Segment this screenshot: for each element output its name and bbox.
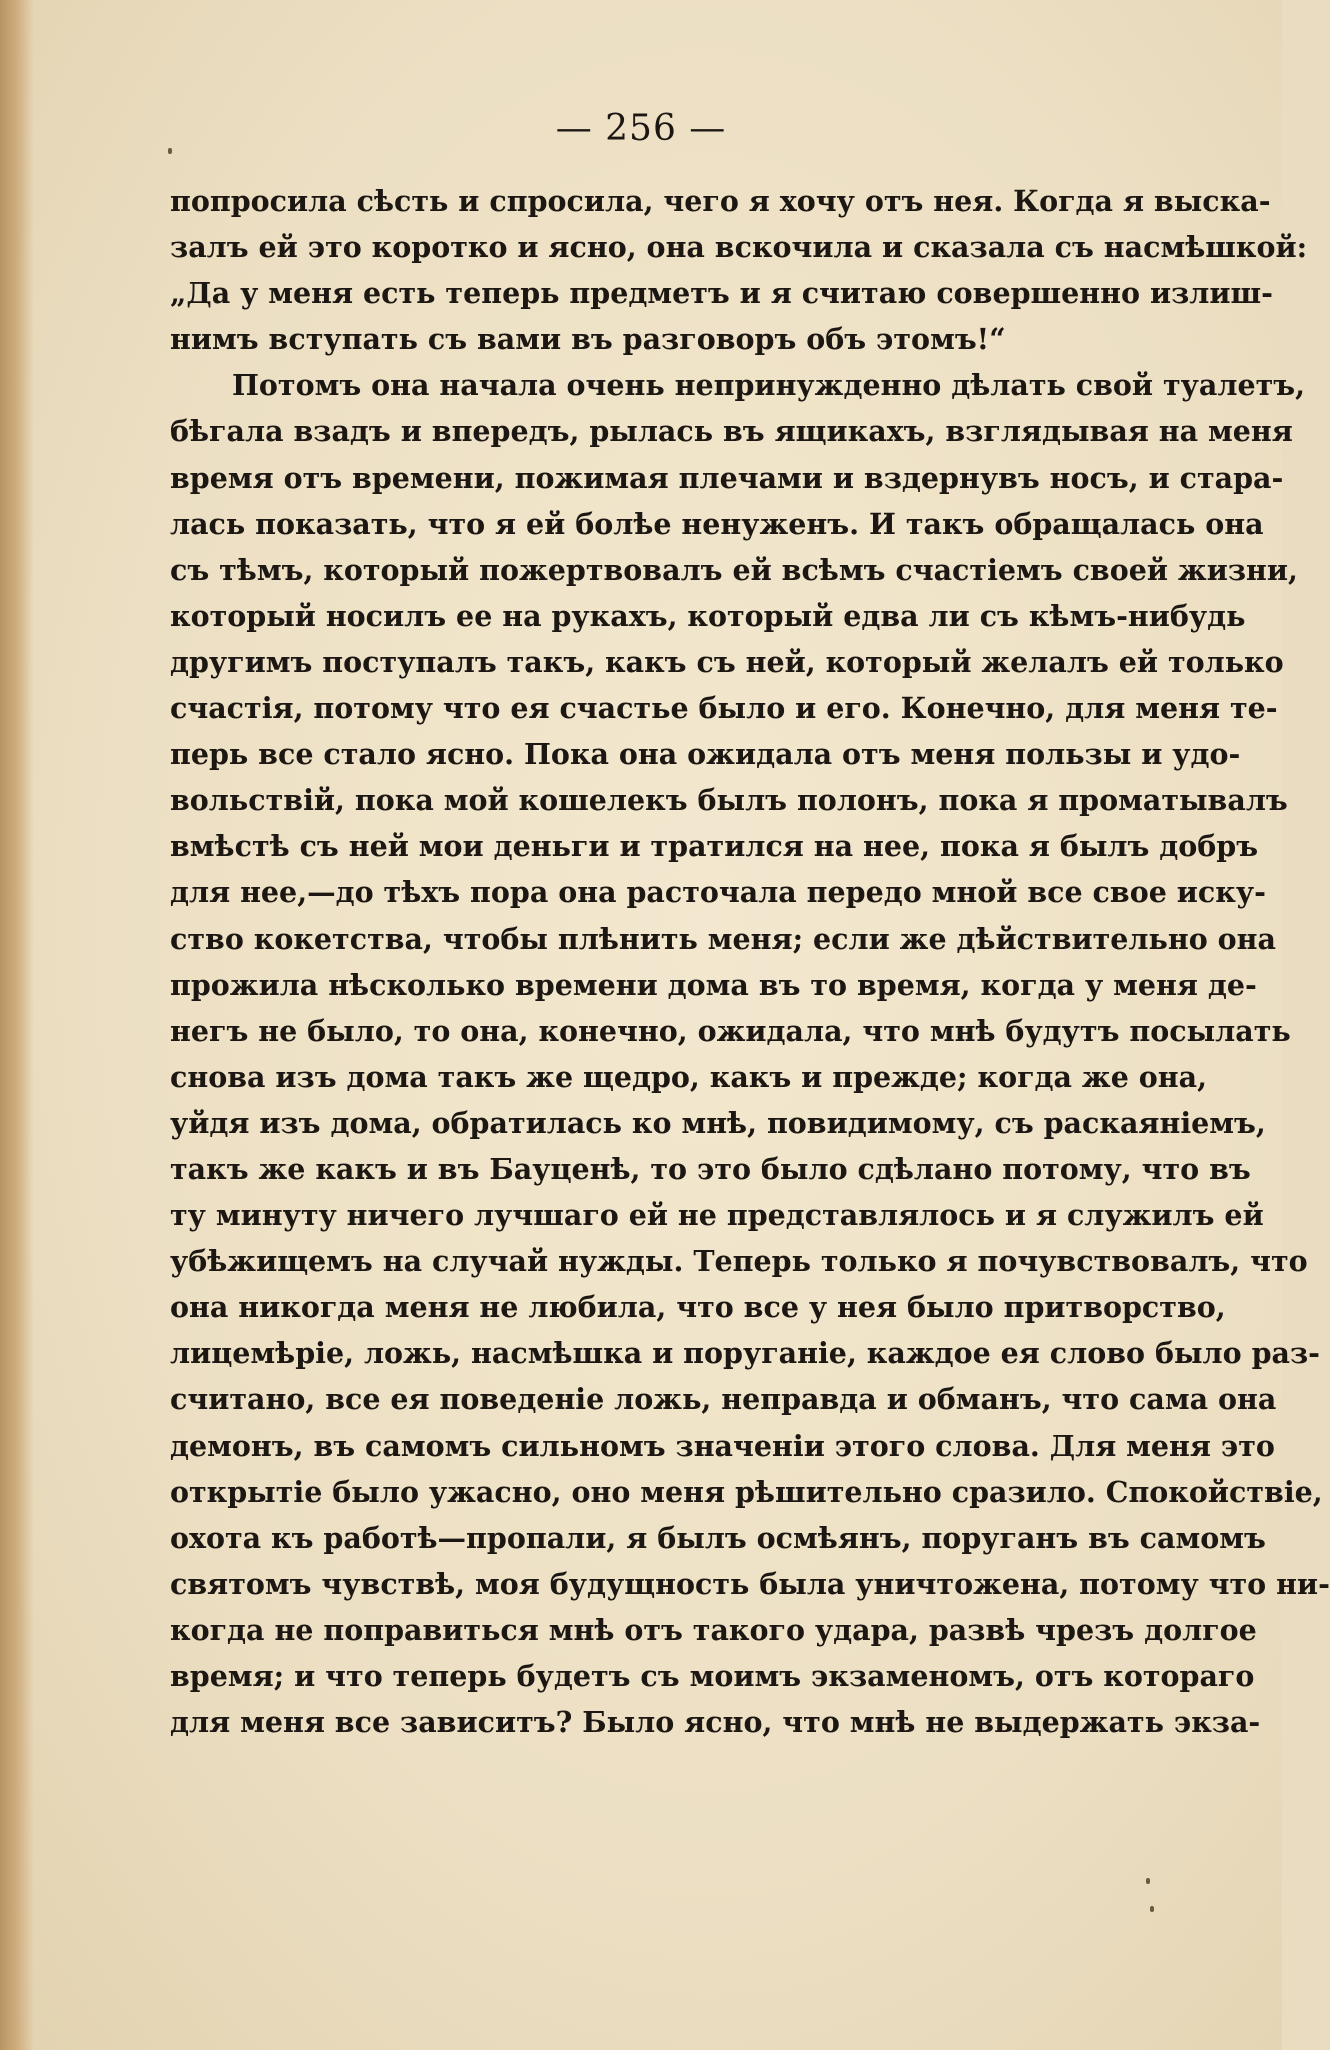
- text-line: снова изъ дома такъ же щедро, какъ и прежде; когда же она,: [170, 1059, 1208, 1094]
- text-line: перь все стало ясно. Пока она ожидала отъ меня пользы и удо-: [170, 737, 1241, 772]
- text-line: вмѣстѣ съ ней мои деньги и тратился на нее, пока я былъ добръ: [170, 829, 1259, 864]
- text-line: открытіе было ужасно, оно меня рѣшительно сразило. Спокойствіе,: [170, 1474, 1323, 1509]
- text-line: время отъ времени, пожимая плечами и вздернувъ носъ, и стара-: [170, 460, 1284, 495]
- text-line: прожила нѣсколько времени дома въ то время, когда у меня де-: [170, 967, 1257, 1002]
- page-number: — 256 —: [555, 108, 727, 149]
- text-line: для меня все зависитъ? Было ясно, что мнѣ не выдержать экза-: [170, 1705, 1261, 1740]
- text-line: уйдя изъ дома, обратилась ко мнѣ, повидимому, съ раскаяніемъ,: [170, 1105, 1266, 1140]
- text-line: охота къ работѣ—пропали, я былъ осмѣянъ, поруганъ въ самомъ: [170, 1520, 1266, 1555]
- paragraph: [170, 178, 1308, 362]
- body-text: [170, 178, 1330, 1745]
- text-line: такъ же какъ и въ Бауценѣ, то это было сдѣлано потому, что въ: [170, 1151, 1251, 1186]
- text-line: „Да у меня есть теперь предметъ и я считаю совершенно излиш-: [170, 276, 1273, 311]
- text-line: святомъ чувствѣ, моя будущность была уничтожена, потому что ни-: [170, 1566, 1330, 1601]
- text-line: нимъ вступать съ вами въ разговоръ объ этомъ!“: [170, 322, 1006, 357]
- text-line: ство кокетства, чтобы плѣнить меня; если же дѣйствительно она: [170, 921, 1276, 956]
- text-line: считано, все ея поведеніе ложь, неправда и обманъ, что сама она: [170, 1382, 1277, 1417]
- text-line: счастія, потому что ея счастье было и его. Конечно, для меня те-: [170, 691, 1278, 726]
- paper-speck: [1146, 1878, 1150, 1884]
- text-line: когда не поправиться мнѣ отъ такого удара, развѣ чрезъ долгое: [170, 1612, 1257, 1647]
- text-line: лицемѣріе, ложь, насмѣшка и поруганіе, каждое ея слово было раз-: [170, 1336, 1320, 1371]
- text-line: ту минуту ничего лучшаго ей не представлялось и я служилъ ей: [170, 1198, 1264, 1233]
- text-line: для нее,—до тѣхъ пора она расточала передо мной все свое иску-: [170, 875, 1266, 910]
- text-line: время; и что теперь будетъ съ моимъ экзаменомъ, отъ котораго: [170, 1659, 1255, 1693]
- paper-speck: [1150, 1906, 1154, 1912]
- text-line: негъ не было, то она, конечно, ожидала, что мнѣ будутъ посылать: [170, 1013, 1291, 1048]
- text-line: залъ ей это коротко и ясно, она вскочила и сказала съ насмѣшкой:: [170, 230, 1308, 265]
- page-binding-edge: [0, 0, 34, 2050]
- text-line: убѣжищемъ на случай нужды. Теперь только я почувствовалъ, что: [170, 1244, 1308, 1279]
- text-line: вольствій, пока мой кошелекъ былъ полонъ, пока я проматывалъ: [170, 783, 1288, 818]
- text-line: демонъ, въ самомъ сильномъ значеніи этого слова. Для меня это: [170, 1428, 1275, 1463]
- text-line: бѣгала взадъ и впередъ, рылась въ ящикахъ, взглядывая на меня: [170, 414, 1293, 449]
- text-line: съ тѣмъ, который пожертвовалъ ей всѣмъ счастіемъ своей жизни,: [170, 552, 1298, 587]
- text-line: Потомъ она начала очень непринужденно дѣлать свой туалетъ,: [232, 368, 1306, 403]
- paragraph: [170, 362, 1330, 1745]
- text-line: она никогда меня не любила, что все у нея было притворство,: [170, 1290, 1226, 1325]
- paper-speck: [168, 148, 172, 154]
- text-line: попросила сѣсть и спросила, чего я хочу отъ нея. Когда я выска-: [170, 184, 1271, 218]
- text-line: другимъ поступалъ такъ, какъ съ ней, который желалъ ей только: [170, 644, 1284, 679]
- text-line: лась показать, что я ей болѣе ненуженъ. И такъ обращалась она: [170, 506, 1264, 541]
- text-line: который носилъ ее на рукахъ, который едва ли съ кѣмъ-нибудь: [170, 598, 1246, 633]
